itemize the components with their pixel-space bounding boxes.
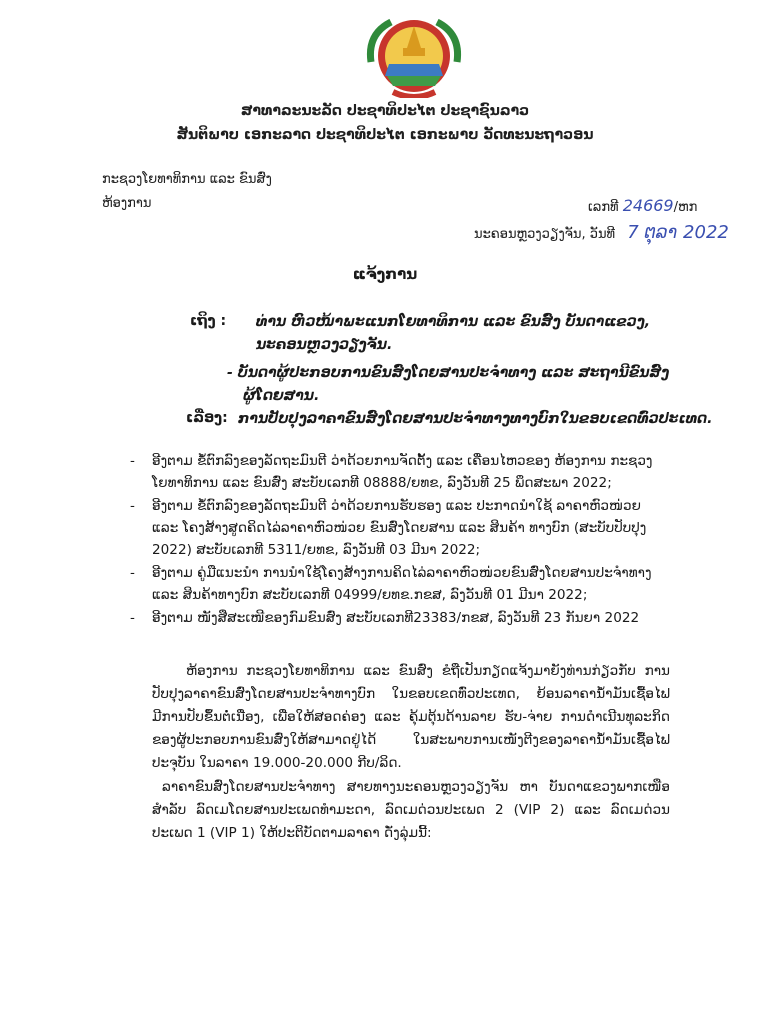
to-recipient-line-3: - ບັນດາຜູ້ປະກອບການຂົນສົ່ງໂດຍສານປະຈຳທາງ ແລະ ສະຖານີຂົນສົ່ງ <box>227 365 670 381</box>
body-paragraph-1: ຫ້ອງການ ກະຊວງໂຍທາທິການ ແລະ ຂົນສົ່ງ ຂໍຖືເປັນກຽດແຈ້ງມາຍັງທ່ານກ່ຽວກັບ ການປັບປຸງລາຄາຂົນສົ່ງໂດຍສານປະຈຳທາງບົກ ໃນຂອບເຂດທົ່ວປະເທດ, ຍ້ອນລາຄານ້ຳມັນເຊື້ອໄຟ ມີການປັບຂຶ້ນຕໍ່ເນື່ອງ, ເພື່ອໃຫ້ສອດຄ່ອງ ແລະ ຄຸ້ມຕຸ້ນດ້ານລາຍ ຮັບ-ຈ່າຍ ການດຳເນີນທຸລະກິດຂອງຜູ້ປະກອບການຂົນສົ່ງໃຫ້ສາມາດຢູ່ໄດ້ ໃນສະພາບການເໜັງຕີງຂອງລາຄານ້ຳມັນເຊື້ອໄຟ ປະຈຸບັນ ໃນລາຄາ 19.000-20.000 ກີບ/ລິດ. <box>152 663 670 771</box>
sender-ministry: ກະຊວງໂຍທາທິການ ແລະ ຂົນສົ່ງ <box>102 172 272 187</box>
to-recipient-line-2: ນະຄອນຫຼວງວຽງຈັນ. <box>256 337 393 353</box>
to-recipient-line-4: ຜູ້ໂດຍສານ. <box>243 388 320 404</box>
date-value: 7 ຕຸລາ 2022 <box>627 222 729 243</box>
header-line-1: ສາທາລະນະລັດ ປະຊາທິປະໄຕ ປະຊາຊົນລາວ <box>240 103 530 119</box>
place-date-label: ນະຄອນຫຼວງວຽງຈັນ, ວັນທີ <box>474 227 616 242</box>
list-item: - ອີງຕາມ ຂໍ້ຕົກລົງຂອງລັດຖະມົນຕີ ວ່າດ້ວຍການຮັບຮອງ ແລະ ປະກາດນຳໃຊ້ ລາຄາຫົວໜ່ວຍ ແລະ ໂຄງສ້າງສູດຄິດໄລ່ລາຄາຫົວໜ່ວຍ ຂົນສົ່ງໂດຍສານ ແລະ ສິນຄ້າ ທາງບົກ (ສະບັບປັບປຸງ 2022) ສະບັບເລກທີ 5311/ຍທຂ, ລົງວັນທີ 03 ມີນາ 2022; <box>130 498 647 558</box>
header-line-2: ສັນຕິພາບ ເອກະລາດ ປະຊາທິປະໄຕ ເອກະພາບ ວັດທະນະຖາວອນ <box>176 127 594 143</box>
place-date <box>474 222 729 243</box>
list-item: - ອີງຕາມ ຄູ່ມືແນະນຳ ການນຳໃຊ້ໂຄງສ້າງການຄິດໄລ່ລາຄາຫົວໜ່ວຍຂົນສົ່ງໂດຍສານປະຈຳທາງ ແລະ ສິນຄ້າທາງບົກ ສະບັບເລກທີ 04999/ຍທຂ.ກຂສ, ລົງວັນທີ 01 ມີນາ 2022; <box>130 565 652 603</box>
national-emblem-icon <box>363 14 465 98</box>
reference-number <box>588 196 697 215</box>
to-label: ເຖິງ : <box>190 313 227 329</box>
subject-label: ເລື່ອງ: <box>186 410 228 426</box>
reference-number-suffix: /ຫກ <box>673 200 698 215</box>
list-item: - ອີງຕາມ ຂໍ້ຕົກລົງຂອງລັດຖະມົນຕີ ວ່າດ້ວຍການຈັດຕັ້ງ ແລະ ເຄື່ອນໄຫວຂອງ ຫ້ອງການ ກະຊວງ ໂຍທາທິການ ແລະ ຂົນສົ່ງ ສະບັບເລກທີ 08888/ຍທຂ, ລົງວັນທີ 25 ພຶດສະພາ 2022; <box>130 453 653 491</box>
document-title: ແຈ້ງການ <box>352 265 418 283</box>
to-recipient-line-1: ທ່ານ ຫົວໜ້າພະແນກໂຍທາທິການ ແລະ ຂົນສົ່ງ ບັນດາແຂວງ, <box>256 314 651 330</box>
reference-number-label: ເລກທີ <box>588 200 619 215</box>
body-paragraph-2: ລາຄາຂົນສົ່ງໂດຍສານປະຈຳທາງ ສາຍທາງນະຄອນຫຼວງວຽງຈັນ ຫາ ບັນດາແຂວງພາກເໜືອ ສຳລັບ ລົດເມໂດຍສານປະເພດທຳມະດາ, ລົດເມດ່ວນປະເພດ 2 (VIP 2) ແລະ ລົດເມດ່ວນປະເພດ 1 (VIP 1) ໃຫ້ປະຕິບັດຕາມລາຄາ ດັ່ງລຸ່ມນີ້: <box>152 779 670 841</box>
subject-text: ການປັບປຸງລາຄາຂົນສົ່ງໂດຍສານປະຈຳທາງທາງບົກໃນຂອບເຂດທົ່ວປະເທດ. <box>238 411 713 427</box>
list-item: - ອີງຕາມ ໜັງສືສະເໜີຂອງກົມຂົນສົ່ງ ສະບັບເລກທີ23383/ກຂສ, ລົງວັນທີ 23 ກັນຍາ 2022 <box>130 610 640 626</box>
reference-list <box>130 450 670 630</box>
reference-number-value: 24669 <box>622 196 674 215</box>
sender-office: ຫ້ອງການ <box>102 196 152 211</box>
